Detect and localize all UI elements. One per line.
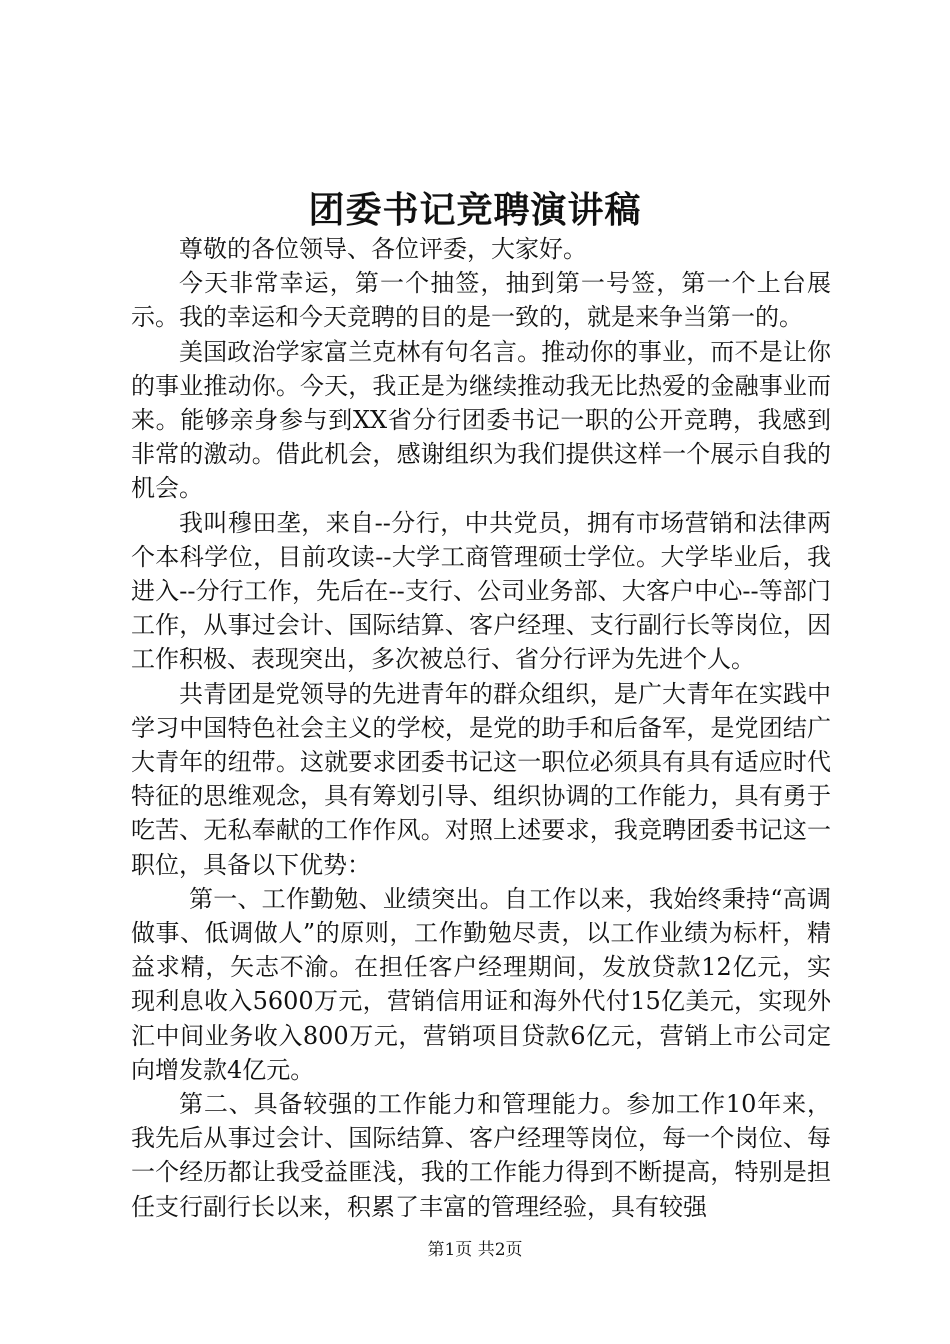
paragraph-quote: 美国政治学家富兰克林有句名言。推动你的事业，而不是让你的事业推动你。今天，我正是为继续推动我无比热爱的金融事业而来。能够亲身参与到XX省分行团委书记一职的公开竞聘，我感到非常的激动。借此机会，感谢组织为我们提供这样一个展示自我的机会。	[131, 337, 831, 503]
paragraph-opening: 今天非常幸运，第一个抽签，抽到第一号签，第一个上台展示。我的幸运和今天竞聘的目的是一致的，就是来争当第一的。	[131, 269, 831, 332]
paragraph-introduction: 我叫穆田垄，来自--分行，中共党员，拥有市场营销和法律两个本科学位，目前攻读--大学工商管理硕士学位。大学毕业后，我进入--分行工作，先后在--支行、公司业务部、大客户中心--等部门工作，从事过会计、国际结算、客户经理、支行副行长等岗位，因工作积极、表现突出，多次被总行、省分行评为先进个人。	[131, 508, 831, 674]
document-title: 团委书记竞聘演讲稿	[308, 189, 642, 231]
document-body	[131, 232, 831, 1224]
paragraph-advantage-one: 第一、工作勤勉、业绩突出。自工作以来，我始终秉持“高调做事、低调做人”的原则，工作勤勉尽责，以工作业绩为标杆，精益求精，矢志不渝。在担任客户经理期间，发放贷款12亿元，实现利息收入5600万元，营销信用证和海外代付15亿美元，实现外汇中间业务收入800万元，营销项目贷款6亿元，营销上市公司定向增发款4亿元。	[131, 884, 831, 1084]
paragraph-advantage-two: 第二、具备较强的工作能力和管理能力。参加工作10年来，我先后从事过会计、国际结算、客户经理等岗位，每一个岗位、每一个经历都让我受益匪浅，我的工作能力得到不断提高，特别是担任支行副行长以来，积累了丰富的管理经验，具有较强	[131, 1090, 831, 1221]
page-footer: 第1页 共2页	[427, 1240, 523, 1260]
paragraph-league-role: 共青团是党领导的先进青年的群众组织，是广大青年在实践中学习中国特色社会主义的学校，是党的助手和后备军，是党团结广大青年的纽带。这就要求团委书记这一职位必须具有具有适应时代特征的思维观念，具有筹划引导、组织协调的工作能力，具有勇于吃苦、无私奉献的工作作风。对照上述要求，我竞聘团委书记这一职位，具备以下优势：	[131, 679, 831, 879]
paragraph-greeting: 尊敬的各位领导、各位评委，大家好。	[179, 235, 587, 263]
